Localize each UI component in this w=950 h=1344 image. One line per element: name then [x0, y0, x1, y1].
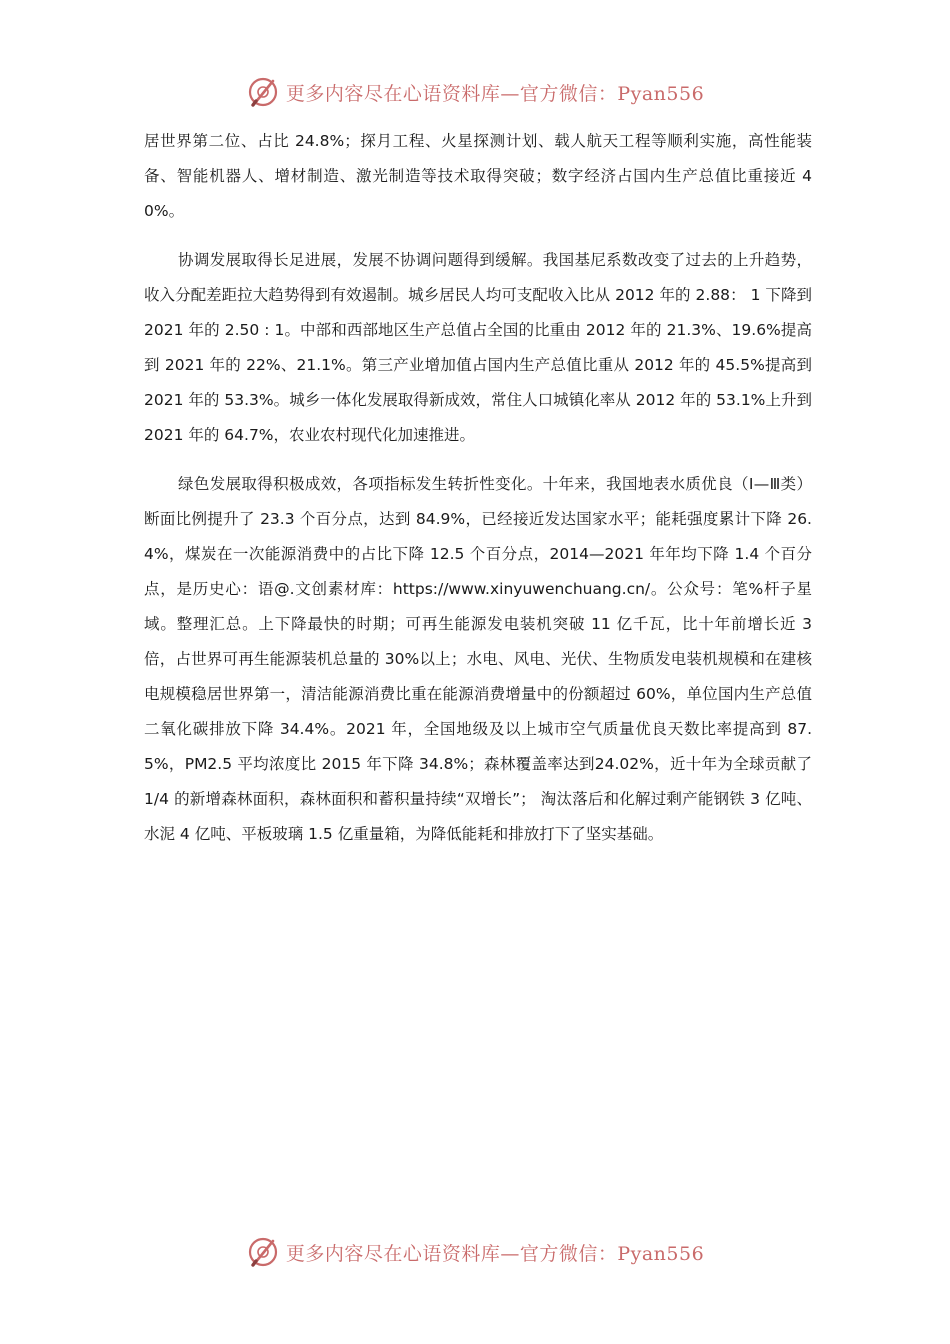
paragraph-2: 协调发展取得长足进展，发展不协调问题得到缓解。我国基尼系数改变了过去的上升趋势，收入分配差距拉大趋势得到有效遏制。城乡居民人均可支配收入比从 2012 年的 2.88： 1 下降到 2021 年的 2.50 : 1。中部和西部地区生产总值占全国的比重由 2012 年的 21.3%、19.6%提高到 2021 年的 22%、21.1%。第三产业增加值占国内生产总值比重从 2012 年的 45.5%提高到 2021 年的 53.3%。城乡一体化发展取得新成效，常住人口城镇化率从 2012 年的 53.1%上升到 2021 年的 64.7%，农业农村现代化加速推进。 — [144, 251, 812, 444]
footer-banner — [0, 1232, 950, 1272]
header-banner-text: 更多内容尽在心语资料库—官方微信：Pyan556 — [285, 82, 705, 105]
brush-logo-icon — [246, 1235, 280, 1269]
footer-banner-text: 更多内容尽在心语资料库—官方微信：Pyan556 — [285, 1242, 705, 1265]
paragraph-3: 绿色发展取得积极成效，各项指标发生转折性变化。十年来，我国地表水质优良（Ⅰ—Ⅲ类）断面比例提升了 23.3 个百分点，达到 84.9%，已经接近发达国家水平；能耗强度累计下降 26.4%，煤炭在一次能源消费中的占比下降 12.5 个百分点，2014—2021 年年均下降 1.4 个百分点，是历史心：语@.文创素材库：https://www.xinyuwenchuang.cn/。公众号：笔%杆子星域。整理汇总。上下降最快的时期；可再生能源发电装机突破 11 亿千瓦，比十年前增长近 3 倍，占世界可再生能源装机总量的 30%以上；水电、风电、光伏、生物质发电装机规模和在建核电规模稳居世界第一，清洁能源消费比重在能源消费增量中的份额超过 60%，单位国内生产总值二氧化碳排放下降 34.4%。2021 年，全国地级及以上城市空气质量优良天数比率提高到 87.5%，PM2.5 平均浓度比 2015 年下降 34.8%；森林覆盖率达到24.02%，近十年为全球贡献了 1/4 的新增森林面积，森林面积和蓄积量持续“双增长”； 淘汰落后和化解过剩产能钢铁 3 亿吨、水泥 4 亿吨、平板玻璃 1.5 亿重量箱，为降低能耗和排放打下了坚实基础。 — [144, 475, 812, 843]
paragraph-1: 居世界第二位、占比 24.8%；探月工程、火星探测计划、载人航天工程等顺利实施，高性能装备、智能机器人、增材制造、激光制造等技术取得突破；数字经济占国内生产总值比重接近 40%。 — [144, 132, 812, 220]
header-banner — [0, 72, 950, 112]
brush-logo-icon — [246, 75, 280, 109]
document-body — [144, 124, 812, 852]
